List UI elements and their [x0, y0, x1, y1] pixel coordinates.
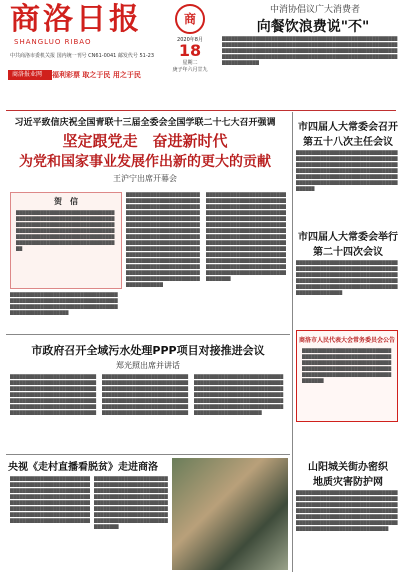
ppp-col3: ████████████████████████████████████████████████████████████████████████████████████████████████████████████████████████████████████████████████████████████████████████████████████████████████████: [194, 374, 284, 415]
main-kicker: 习近平致信庆祝全国青联十三届全委会全国学联二十七大召开强调: [14, 118, 276, 128]
main-article-col1: ████████████████████████████████████████████████████████████████████████████████████████████████████████████████████████████: [10, 292, 118, 315]
ppp-title: 市政府召开全域污水处理PPP项目对接推进会议: [31, 344, 265, 357]
right-s1-title-b: 第五十八次主任会议: [303, 137, 393, 148]
right-s1-body: ████████████████████████████████████████████████████████████████████████████████████████████████████████████████████████████████████████████████████████████████████████████████████████████████████████████: [296, 150, 398, 191]
right-s3-body: ████████████████████████████████████████████████████████████████████████████████████████████████████████████████████████████████████████████████████████████████████████████████████████████████████████████████████████████████████: [296, 490, 398, 531]
ppp-subtitle: 郑光照出席并讲话: [116, 361, 180, 370]
newspaper-logo-icon: 商: [175, 4, 205, 34]
masthead-pinyin: SHANGLUO RIBAO: [14, 38, 92, 46]
bottom-divider: [6, 454, 290, 455]
bottom-left-title: 央视《走村直播看脱贫》走进商洛: [8, 462, 158, 473]
ppp-divider: [6, 334, 290, 335]
right-s3-title-b: 地质灾害防护网: [313, 477, 383, 488]
date-day: 18: [178, 41, 202, 60]
news-photo: [172, 458, 288, 570]
notice-body: ████████████████████████████████████████████████████████████████████████████████████████████████████████████████████████████████████████████████████████: [302, 348, 392, 383]
date-lunar: 庚子年六月廿九: [172, 67, 208, 73]
top-right-title: 向餐饮浪费说"不": [256, 19, 370, 35]
date-box: [170, 4, 210, 90]
right-s1-title-a: 市四届人大常委会召开: [298, 122, 398, 133]
masthead-band: 商洛报业网: [8, 70, 52, 80]
date-year-month: 2020年8月: [177, 37, 203, 43]
ppp-col2: ████████████████████████████████████████████████████████████████████████████████████████████████████████████████████████████████████████████████████████████████████████████████████████████████████: [102, 374, 189, 415]
main-title-line1: 坚定跟党走 奋进新时代: [62, 132, 228, 150]
main-subtitle: 王沪宁出席开幕会: [113, 174, 177, 183]
notice-title: 商洛市人民代表大会常务委员会公告: [298, 337, 395, 344]
congrats-body: ██████████████████████████████████████████████████████████████████████████████████████████████████████████████████████████████████████████████████████████████████████████████████████████████████: [16, 210, 115, 251]
congrats-box: [10, 192, 122, 289]
congrats-title: 贺 信: [54, 197, 78, 206]
main-title-line2: 为党和国家事业发展作出新的更大的贡献: [19, 154, 271, 170]
masthead-title: 商洛日报: [10, 2, 142, 37]
masthead-divider: [6, 110, 396, 111]
right-s2-body: ████████████████████████████████████████████████████████████████████████████████████████████████████████████████████████████████████████████████████████████████████████████████████: [296, 260, 398, 295]
right-s3-title-a: 山阳城关街办密织: [308, 462, 388, 473]
main-article-col3: ████████████████████████████████████████████████████████████████████████████████████████████████████████████████████████████████████████████████████████████████████████████████████████████████████████████████████████████████████████████████████████████████████████████████████████████████████████████████████████████████████████████████████████████████████████████████████: [206, 192, 286, 281]
bottom-left-col2: ████████████████████████████████████████████████████████████████████████████████████████████████████████████████████████████████████████████████████████████████████████████████████████████████████████: [94, 476, 168, 529]
top-right-body: ████████████████████████████████████████████████████████████████████████████████████████████████████████████████████████████████████████████████████████████████████████████████████████████████████████████████████████████████████████████████: [222, 36, 398, 65]
top-right-kicker: 中消协倡议广大消费者: [269, 5, 360, 15]
notice-box: [296, 330, 398, 422]
main-article-col2: ████████████████████████████████████████████████████████████████████████████████████████████████████████████████████████████████████████████████████████████████████████████████████████████████████████████████████████████████████████████████████████████████████████████████████████████████████████████████████████████████████████████████████████████████████████████████████: [126, 192, 200, 287]
masthead-sub: 中共商洛市委机关报 国内统一刊号 CN61-0041 邮发代号 51-23: [10, 53, 155, 59]
bottom-left-col1: ████████████████████████████████████████████████████████████████████████████████████████████████████████████████████████████████████████████████████████████████████████████████████████████████████████████████: [10, 476, 90, 523]
column-divider: [292, 112, 293, 572]
right-s2-title-a: 市四届人大常委会举行: [298, 232, 398, 243]
ppp-col1: ████████████████████████████████████████████████████████████████████████████████████████████████████████████████████████████████████████████████████████████████████████████████████████████████████: [10, 374, 97, 415]
right-s2-title-b: 第二十四次会议: [313, 247, 383, 258]
date-weekday: 星期二: [182, 60, 198, 66]
masthead-slogan: 福利彩票 取之于民 用之于民: [52, 71, 141, 79]
